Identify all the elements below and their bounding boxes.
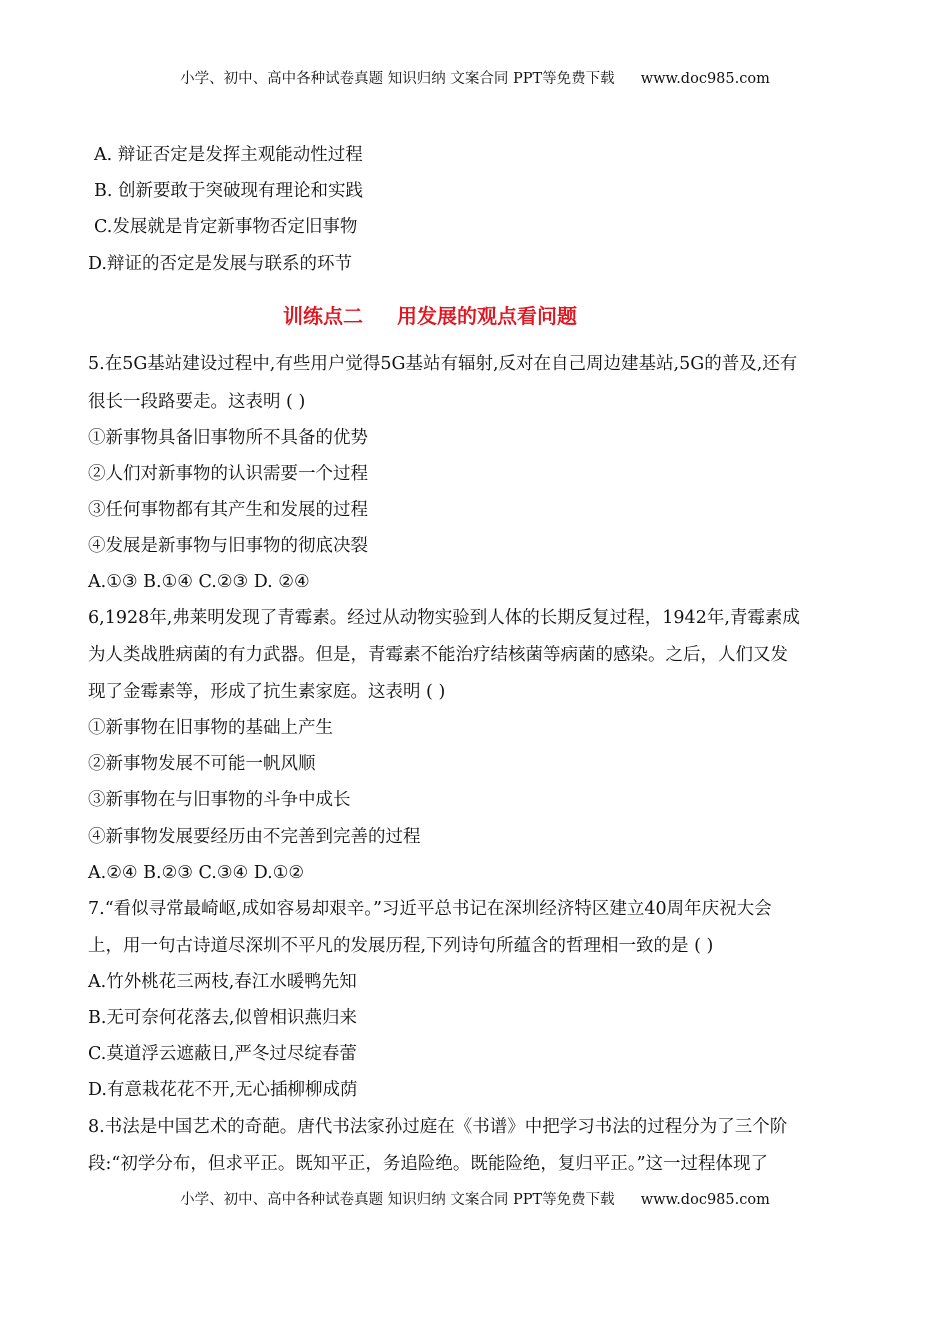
statement-3: ③任何事物都有其产生和发展的过程 <box>88 500 368 520</box>
question-stem: 8.书法是中国艺术的奇葩。唐代书法家孙过庭在《书谱》中把学习书法的过程分为了三个阶 <box>88 1117 788 1137</box>
statement-3: ③新事物在与旧事物的斗争中成长 <box>88 790 351 810</box>
statement-2: ②人们对新事物的认识需要一个过程 <box>88 464 368 484</box>
header-text: 小学、初中、高中各种试卷真题 知识归纳 文案合同 PPT等免费下载 <box>180 71 615 87</box>
question-stem: 上，用一句古诗道尽深圳不平凡的发展历程,下列诗句所蕴含的哲理相一致的是 ( ) <box>88 936 714 956</box>
section-title-left: 训练点二 <box>283 304 363 328</box>
option-d: D.辩证的否定是发展与联系的环节 <box>88 254 352 274</box>
statement-2: ②新事物发展不可能一帆风顺 <box>88 754 316 774</box>
question-stem: 现了金霉素等，形成了抗生素家庭。这表明 ( ) <box>88 682 446 702</box>
section-title-right: 用发展的观点看问题 <box>397 304 577 328</box>
section-title <box>0 302 860 330</box>
footer-line <box>0 1190 950 1210</box>
answer-options: A.②④ B.②③ C.③④ D.①② <box>88 863 305 883</box>
statement-1: ①新事物具备旧事物所不具备的优势 <box>88 428 368 448</box>
option-b: B. 创新要敢于突破现有理论和实践 <box>94 181 363 201</box>
statement-4: ④新事物发展要经历由不完善到完善的过程 <box>88 827 421 847</box>
footer-text: 小学、初中、高中各种试卷真题 知识归纳 文案合同 PPT等免费下载 <box>180 1192 615 1208</box>
option-c: C.发展就是肯定新事物否定旧事物 <box>94 217 358 237</box>
statement-1: ①新事物在旧事物的基础上产生 <box>88 718 333 738</box>
option-a: A. 辩证否定是发挥主观能动性过程 <box>94 145 363 165</box>
question-stem: 段:“初学分布，但求平正。既知平正，务追险绝。既能险绝，复归平正。”这一过程体现了 <box>88 1154 769 1174</box>
question-stem: 为人类战胜病菌的有力武器。但是，青霉素不能治疗结核菌等病菌的感染。之后，人们又发 <box>88 645 788 665</box>
option-b: B.无可奈何花落去,似曾相识燕归来 <box>88 1008 357 1028</box>
option-c: C.莫道浮云遮蔽日,严冬过尽绽春蕾 <box>88 1044 357 1064</box>
header-line <box>0 69 950 89</box>
option-a: A.竹外桃花三两枝,春江水暖鸭先知 <box>88 972 357 992</box>
question-stem: 5.在5G基站建设过程中,有些用户觉得5G基站有辐射,反对在自己周边建基站,5G的普及,还有 <box>88 354 798 374</box>
footer-url: www.doc985.com <box>640 1192 770 1208</box>
statement-4: ④发展是新事物与旧事物的彻底决裂 <box>88 536 368 556</box>
question-stem: 6,1928年,弗莱明发现了青霉素。经过从动物实验到人体的长期反复过程，1942年,青霉素成 <box>88 608 800 628</box>
answer-options: A.①③ B.①④ C.②③ D. ②④ <box>88 572 310 592</box>
option-d: D.有意栽花花不开,无心插柳柳成荫 <box>88 1080 358 1100</box>
header-url: www.doc985.com <box>640 71 770 87</box>
question-stem: 7.“看似寻常最崎岖,成如容易却艰辛。”习近平总书记在深圳经济特区建立40周年庆祝大会 <box>88 899 772 919</box>
question-stem: 很长一段路要走。这表明 ( ) <box>88 392 306 412</box>
